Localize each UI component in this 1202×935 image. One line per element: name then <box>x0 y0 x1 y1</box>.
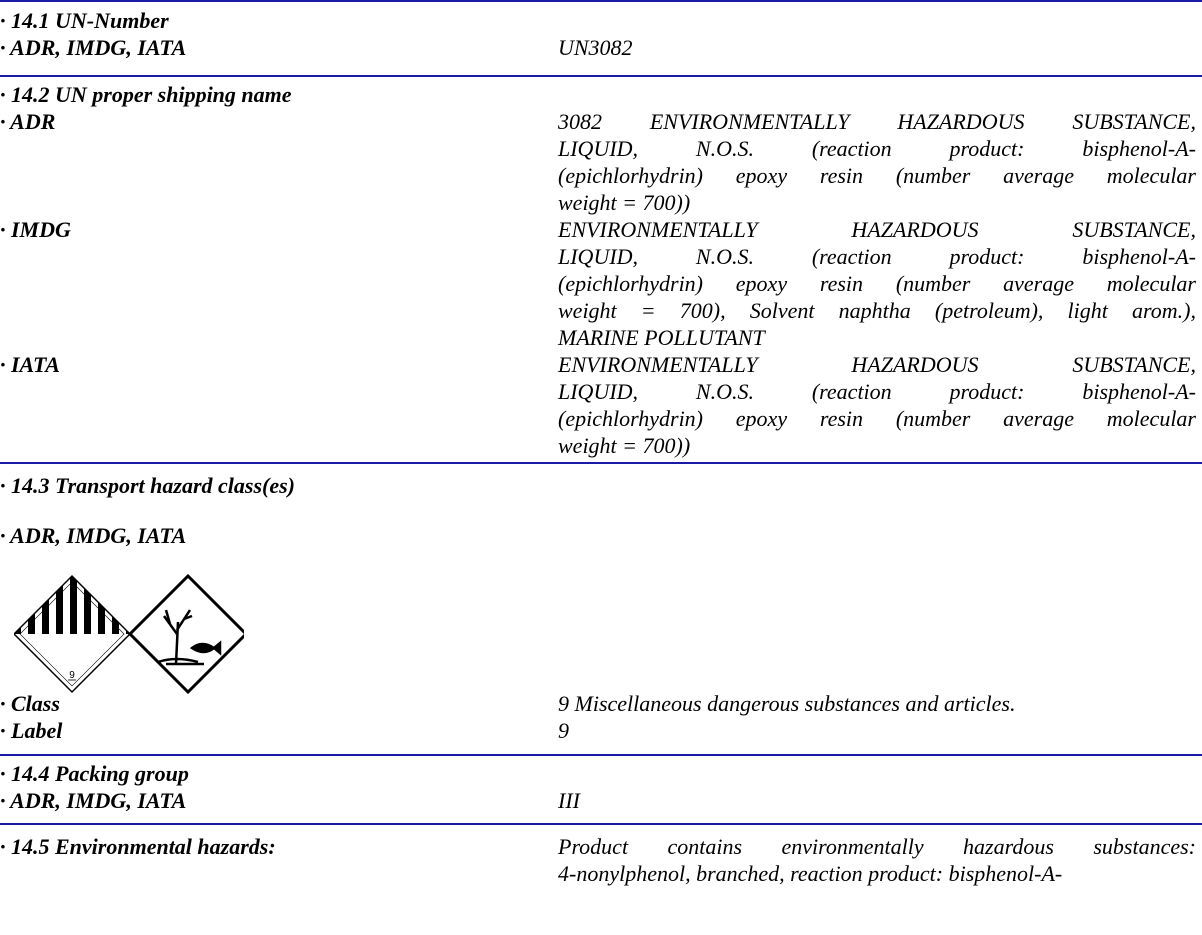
label-label: · Label <box>0 718 63 743</box>
hazard-class-subheading: · ADR, IMDG, IATA <box>0 523 187 548</box>
text-line: weight = 700), Solvent naphtha (petroleum), light arom.), <box>558 298 1196 323</box>
imdg-label: · IMDG <box>0 217 71 242</box>
text-line: 3082 ENVIRONMENTALLY HAZARDOUS SUBSTANCE, <box>558 109 1196 134</box>
text-line: weight = 700)) <box>558 190 691 215</box>
section-divider <box>0 754 1202 756</box>
label-value: 9 <box>558 718 569 743</box>
class-9-miscellaneous-icon <box>14 572 133 692</box>
section-14-3-heading: · 14.3 Transport hazard class(es) <box>0 473 295 498</box>
text-line: (epichlorhydrin) epoxy resin (number average molecular <box>558 271 1196 296</box>
section-14-1-heading: · 14.1 UN-Number <box>0 8 169 33</box>
iata-label: · IATA <box>0 352 60 377</box>
environmental-hazards-value <box>558 833 1196 887</box>
class-label: · Class <box>0 691 60 716</box>
text-line: LIQUID, N.O.S. (reaction product: bisphenol-A- <box>558 244 1196 269</box>
section-14-4-heading: · 14.4 Packing group <box>0 761 189 786</box>
pictogram-class-number: 9 <box>69 670 75 681</box>
adr-shipping-name <box>558 108 1196 216</box>
un-number-value: UN3082 <box>558 35 633 60</box>
imdg-shipping-name <box>558 216 1196 351</box>
section-divider <box>0 823 1202 825</box>
text-line: weight = 700)) <box>558 433 691 458</box>
iata-shipping-name <box>558 351 1196 459</box>
text-line: (epichlorhydrin) epoxy resin (number average molecular <box>558 406 1196 431</box>
section-divider <box>0 462 1202 464</box>
un-number-label: · ADR, IMDG, IATA <box>0 35 187 60</box>
text-line: MARINE POLLUTANT <box>558 325 765 350</box>
text-line: ENVIRONMENTALLY HAZARDOUS SUBSTANCE, <box>558 352 1196 377</box>
text-line: LIQUID, N.O.S. (reaction product: bisphenol-A- <box>558 136 1196 161</box>
section-divider <box>0 75 1202 77</box>
environmental-hazards-label: · 14.5 Environmental hazards: <box>0 834 276 859</box>
environment-hazard-icon <box>130 576 244 692</box>
section-14-2-heading: · 14.2 UN proper shipping name <box>0 82 292 107</box>
packing-group-label: · ADR, IMDG, IATA <box>0 788 187 813</box>
adr-label: · ADR <box>0 109 56 134</box>
section-divider <box>0 0 1202 2</box>
text-line: LIQUID, N.O.S. (reaction product: bisphenol-A- <box>558 379 1196 404</box>
text-line: (epichlorhydrin) epoxy resin (number average molecular <box>558 163 1196 188</box>
text-line: 4-nonylphenol, branched, reaction product: bisphenol-A- <box>558 861 1063 886</box>
text-line: ENVIRONMENTALLY HAZARDOUS SUBSTANCE, <box>558 217 1196 242</box>
packing-group-value: III <box>558 788 580 813</box>
text-line: Product contains environmentally hazardous substances: <box>558 834 1196 859</box>
class-value: 9 Miscellaneous dangerous substances and articles. <box>558 691 1016 716</box>
